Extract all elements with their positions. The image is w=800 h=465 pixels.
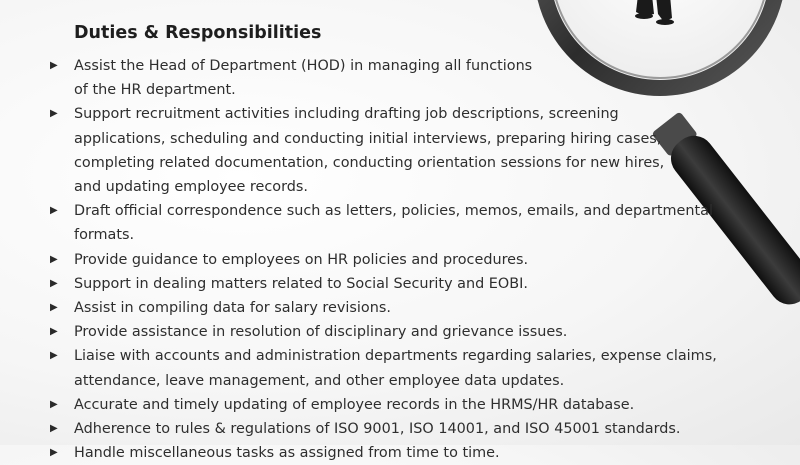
bullet-triangle-icon: ▶	[50, 60, 58, 71]
bullet-triangle-icon: ▶	[50, 447, 58, 459]
duty-item	[48, 393, 760, 417]
duty-text: Assist the Head of Department (HOD) in managing all functions of the HR department.	[74, 58, 533, 99]
duties-section	[48, 18, 760, 462]
bullet-triangle-icon: ▶	[50, 253, 58, 265]
duty-text: Support recruitment activities including drafting job descriptions, screening applications, scheduling and conducting initial interviews, preparing hiring cases, completing related documentation, conducting orientation sessions for new hires, and updating employee records.	[74, 106, 665, 196]
duty-item	[48, 54, 760, 102]
bullet-triangle-icon: ▶	[50, 326, 58, 338]
duty-item	[48, 272, 760, 296]
duty-item	[48, 344, 760, 392]
duty-text: Draft official correspondence such as letters, policies, memos, emails, and departmental formats.	[74, 203, 713, 244]
duty-text: Assist in compiling data for salary revisions.	[74, 300, 391, 317]
section-heading: Duties & Responsibilities	[74, 23, 322, 43]
bullet-triangle-icon: ▶	[50, 205, 58, 217]
duty-item	[48, 102, 760, 199]
duty-text: Adherence to rules & regulations of ISO 9001, ISO 14001, and ISO 45001 standards.	[74, 421, 681, 438]
bullet-triangle-icon: ▶	[50, 108, 58, 120]
duty-item	[48, 417, 760, 441]
bullet-triangle-icon: ▶	[50, 423, 58, 435]
duty-item	[48, 199, 760, 247]
bullet-triangle-icon: ▶	[50, 277, 58, 289]
duty-text: Support in dealing matters related to Social Security and EOBI.	[74, 275, 528, 292]
duty-item	[48, 296, 760, 320]
duty-text: Provide assistance in resolution of disciplinary and grievance issues.	[74, 324, 568, 341]
duty-item	[48, 320, 760, 344]
duties-list	[48, 54, 760, 462]
bullet-triangle-icon: ▶	[50, 398, 58, 410]
duty-text: Liaise with accounts and administration departments regarding salaries, expense claims, attendance, leave management, and other employee data updates.	[74, 348, 717, 389]
bullet-triangle-icon: ▶	[50, 302, 58, 314]
duty-text: Provide guidance to employees on HR policies and procedures.	[74, 251, 529, 268]
duty-text: Accurate and timely updating of employee records in the HRMS/HR database.	[74, 396, 635, 413]
duty-item	[48, 248, 760, 272]
duty-item	[48, 441, 760, 462]
bullet-triangle-icon: ▶	[50, 350, 58, 362]
duty-text: Handle miscellaneous tasks as assigned from time to time.	[74, 445, 500, 462]
